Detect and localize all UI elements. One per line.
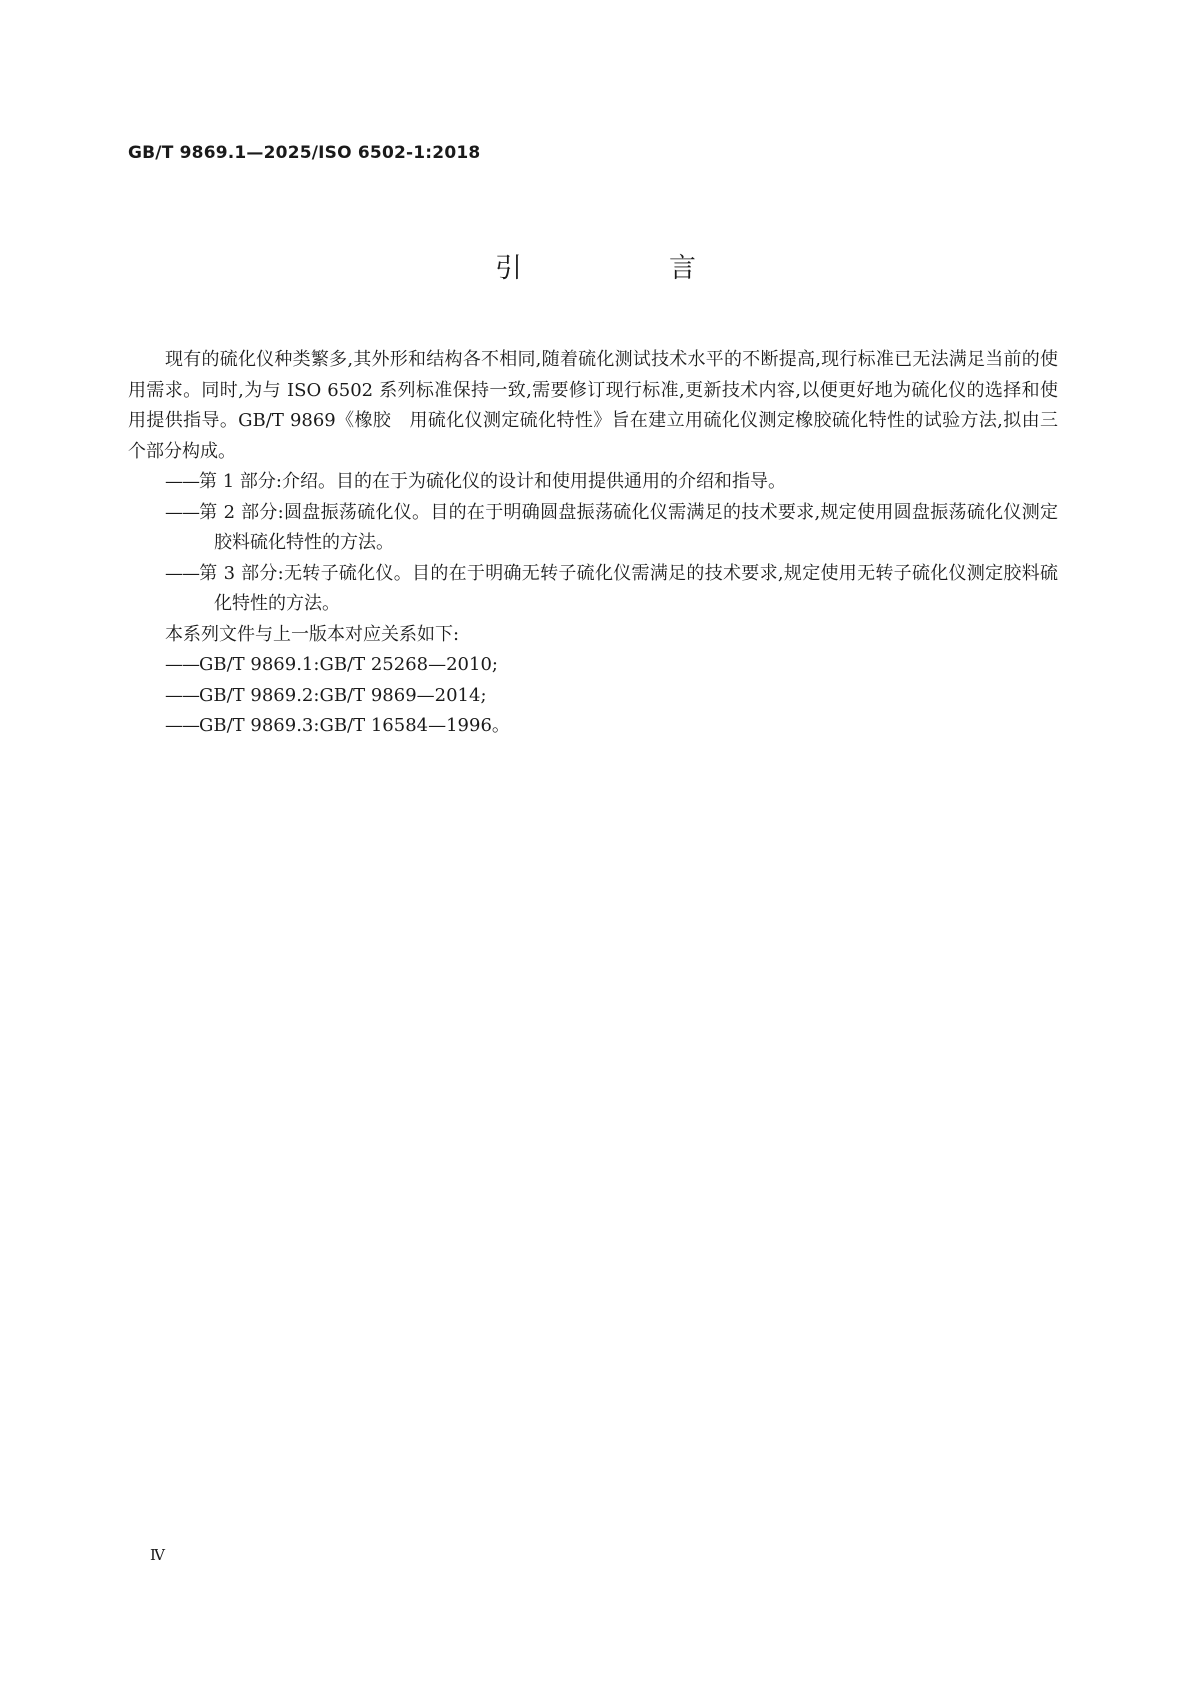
list-item-text: GB/T 9869.2:GB/T 9869—2014; [199, 684, 487, 706]
em-dash: —— [165, 715, 199, 736]
list-item-part-2 [128, 498, 1058, 559]
page-number: Ⅳ [150, 1546, 165, 1564]
list-item-text: 第 2 部分:圆盘振荡硫化仪。目的在于明确圆盘振荡硫化仪需满足的技术要求,规定使用圆盘振荡硫化仪测定胶料硫化特性的方法。 [199, 501, 1058, 553]
em-dash: —— [165, 471, 199, 492]
list-item-text: GB/T 9869.1:GB/T 25268—2010; [199, 654, 498, 675]
list-item-text: 第 3 部分:无转子硫化仪。目的在于明确无转子硫化仪需满足的技术要求,规定使用无转子硫化仪测定胶料硫化特性的方法。 [199, 562, 1058, 614]
em-dash: —— [165, 501, 199, 523]
em-dash: —— [165, 562, 199, 584]
list-item-part-1 [128, 467, 1058, 498]
em-dash: —— [165, 684, 199, 706]
list-item-text: GB/T 9869.3:GB/T 16584—1996。 [199, 715, 510, 736]
list-item-relation-1 [128, 650, 1058, 681]
em-dash: —— [165, 654, 199, 675]
intro-paragraph: 现有的硫化仪种类繁多,其外形和结构各不相同,随着硫化测试技术水平的不断提高,现行标准已无法满足当前的使用需求。同时,为与 ISO 6502 系列标准保持一致,需要修订现行标准,更新技术内容,以便更好地为硫化仪的选择和使用提供指导。GB/T 9869《橡胶 用硫化仪测定硫化特性》旨在建立用硫化仪测定橡胶硫化特性的试验方法,拟由三个部分构成。 [128, 349, 1058, 462]
section-title: 引 言 [495, 253, 756, 284]
list-item-text: 第 1 部分:介绍。目的在于为硫化仪的设计和使用提供通用的介绍和指导。 [199, 471, 786, 492]
list-item-relation-2 [128, 681, 1058, 712]
introduction-body [128, 345, 1058, 742]
standard-code-header: GB/T 9869.1—2025/ISO 6502-1:2018 [128, 143, 481, 163]
relation-intro: 本系列文件与上一版本对应关系如下: [165, 623, 460, 645]
list-item-part-3 [128, 559, 1058, 620]
list-item-relation-3 [128, 711, 1058, 742]
